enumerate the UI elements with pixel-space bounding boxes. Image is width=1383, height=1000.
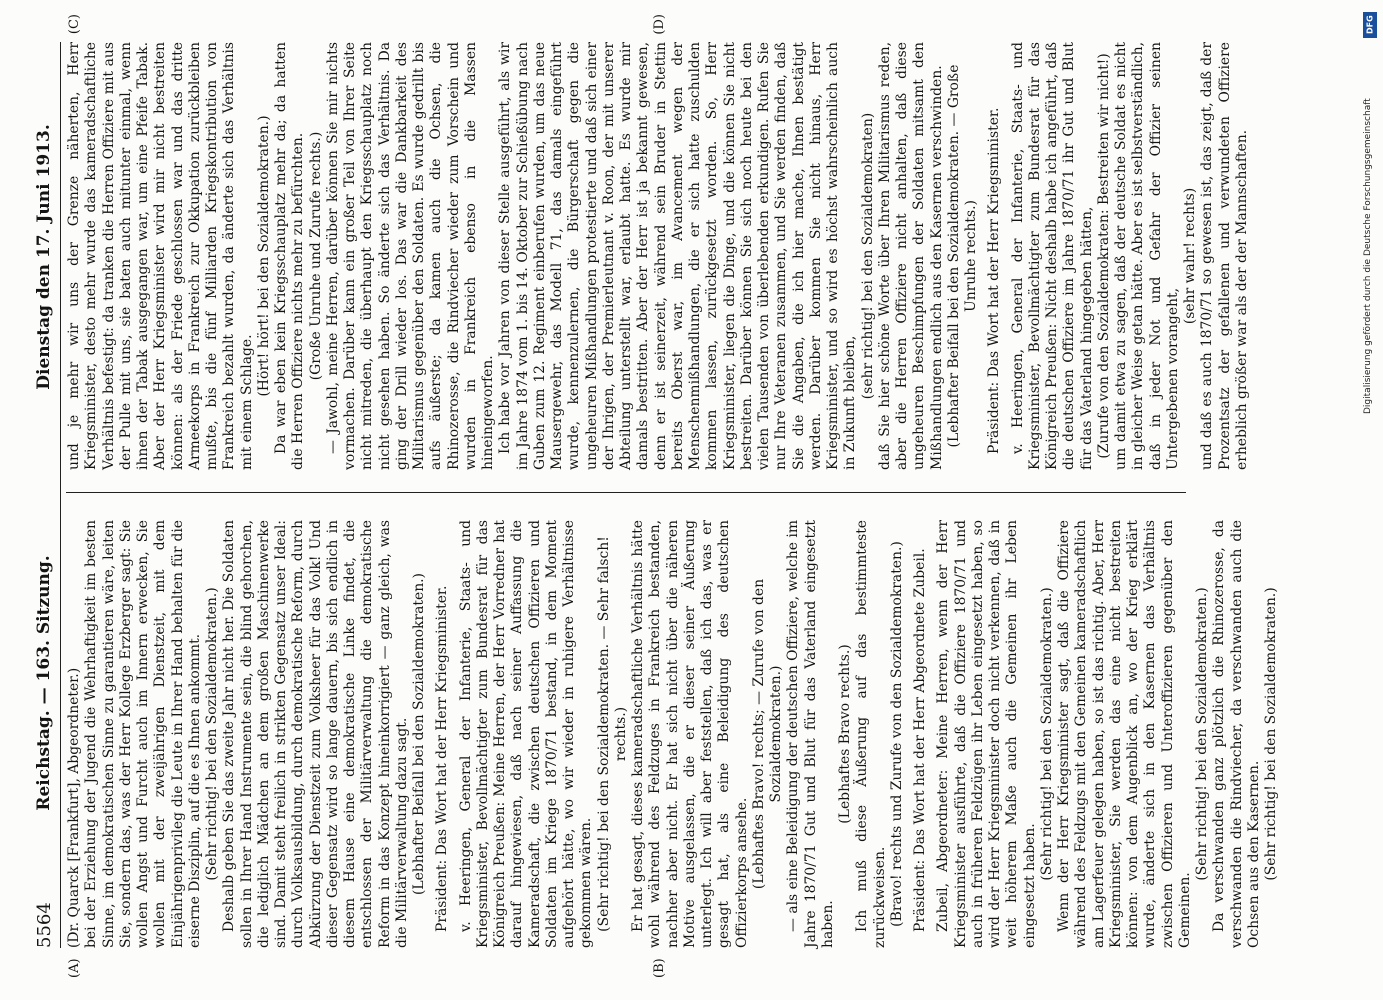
header-date: Dienstag den 17. Juni 1913. bbox=[34, 124, 54, 390]
margin-marker-d: (D) bbox=[652, 14, 667, 35]
paragraph: Er hat gesagt, dieses kameradschaftliche Verhältnis hätte wohl während des Feldzuges in Frankreich bestanden, nachher aber nicht. Er hat sich nicht über die näheren Motive ausgelassen, die er dieser seiner Äußerung unterlegt. Ich will aber feststellen, daß ich das, was er gesagt hat, als eine Beleidigung des deutschen Offizierkorps ansehe. bbox=[630, 520, 750, 948]
interjection: (Lebhafter Beifall bei den Sozialdemokraten. — Große Unruhe rechts.) bbox=[945, 64, 979, 448]
right-column bbox=[66, 42, 1306, 470]
funding-note: Digitalisierung gefördert durch die Deutsche Forschungsgemeinschaft bbox=[1363, 98, 1373, 414]
interjection: (Sehr richtig! bei den Sozialdemokraten.) bbox=[1038, 587, 1055, 881]
paragraph: Ich muß diese Äußerung auf das bestimmteste zurückweisen. bbox=[854, 520, 888, 948]
paragraph: und daß es auch 1870/71 so gewesen ist, das zeigt, daß der Prozentsatz der gefallenen und verwundeten Offiziere erheblich größer war als der der Mannschaften. bbox=[1199, 42, 1250, 470]
digitization-sidebar bbox=[1361, 8, 1379, 992]
interjection: (Hört! hört! bei den Sozialdemokraten.) bbox=[255, 115, 272, 397]
paragraph: Wenn der Herr Kriegsminister sagt, daß die Offiziere während des Feldzugs mit den Gemeinen kameradschaftlich am Lagerfeuer gelegen haben, so ist das richtig. Aber, Herr Kriegsminister, Sie werden das eine nicht bestreiten können: von dem Augenblick an, wo der Krieg erklärt wurde, änderte sich in den Kasernen das Verhältnis zwischen Offizieren und Unteroffizieren gegenüber den Gemeinen. bbox=[1056, 520, 1193, 948]
paragraph: Da war eben kein Kriegsschauplatz mehr da; da hatten die Herren Offiziere nichts mehr zu befürchten. bbox=[273, 42, 307, 470]
interjection: (sehr richtig! bei den Sozialdemokraten) bbox=[859, 112, 876, 400]
paragraph: Präsident: Das Wort hat der Herr Kriegsminister. bbox=[434, 585, 451, 932]
paragraph: v. Heeringen, General der Infanterie, Staats- und Kriegsminister, Bevollmächtigter zum Bundesrat für das Königreich Preußen: Meine Herren, der Herr Vorredner hat darauf hingewiesen, daß nach seiner Auffassung die Kameradschaft, die zwischen deutschen Offizieren und Soldaten im Kriege 1870/71 bestand, in dem Moment aufgehört hätte, wo wir wieder in ruhigere Verhältnisse gekommen wären. bbox=[457, 520, 595, 948]
paragraph: Präsident: Das Wort hat der Herr Kriegsminister. bbox=[986, 107, 1003, 454]
interjection: (sehr wahr! rechts) bbox=[1182, 187, 1198, 325]
paragraph: um damit etwa zu sagen, daß der deutsche Soldat es nicht in gleicher Weise getan hätte. Aber es ist selbstverständlich, daß in jeder Not und Gefahr der Offizier seinen Untergebenen vorangeht, bbox=[1113, 42, 1181, 470]
paragraph: bei der Erziehung der Jugend die Wehrhaftigkeit im besten Sinne, im demokratischen Sinne zu garantieren wäre, leiten Sie, sondern das, was der Herr Kollege Erzberger sagt: Sie wollen Angst und Furcht auch im Innern erwecken, Sie wollen mit der zweijährigen Dienstzeit, mit dem Einjährigenprivileg die Leute in Ihrer Hand behalten für die eiserne Disziplin, auf die es Ihnen ankommt. bbox=[83, 520, 203, 948]
paragraph: — als eine Beleidigung der deutschen Offiziere, welche im Jahre 1870/71 Gut und Blut für das Vaterland eingesetzt haben. bbox=[785, 520, 836, 948]
interjection: (Sehr richtig! bei den Sozialdemokraten.) bbox=[204, 587, 220, 881]
left-column bbox=[66, 520, 1306, 948]
paragraph: und je mehr wir uns der Grenze näherten, Herr Kriegsminister, desto mehr wurde das kameradschaftliche Verhältnis befestigt: da tranken die Herren Offiziere mit aus der Pulle mit uns, sie baten auch mitunter einmal, wenn ihnen der Tabak ausgegangen war, um eine Pfeife Tabak. Aber der Herr Kriegsminister wird mir nicht bestreiten können: als der Friede geschlossen war und das dritte Armeekorps in Frankreich zur Okkupation zurückbleiben mußte, bis die fünf Milliarden Kriegskontribution von Frankreich bezahlt wurden, da änderte sich das Verhältnis mit einem Schlage. bbox=[66, 42, 255, 470]
margin-marker-c: (C) bbox=[67, 14, 82, 35]
dfg-logo: DFG bbox=[1363, 12, 1377, 38]
paragraph: Zubeil, Abgeordneter: Meine Herren, wenn der Herr Kriegsminister ausführte, daß die Offiziere 1870/71 und auch in früheren Feldzügen ihr Leben eingesetzt haben, so wird der Herr Kriegsminister doch nicht verkennen, daß in weit höherem Maße auch die Gemeinen ihr Leben eingesetzt haben. bbox=[935, 520, 1038, 948]
margin-marker-a: (A) bbox=[67, 958, 82, 978]
paragraph: Ich habe vor Jahren von dieser Stelle ausgeführt, als wir im Jahre 1874 vom 1. bis 14. Oktober zur Schießübung nach Guben zum 12. Regiment einberufen wurden, um das neue Mausergewehr, das Modell 71, das damals eingeführt wurde, kennenzulernen, die Bürgerschaft gegen die ungeheuren Mißhandlungen protestierte und daß sich einer der Ihrigen, der Premierleutnant v. Roon, der mit unserer Abteilung unterstellt war, erlaubt hatte. Es wurde mir damals bestritten. Aber der Herr ist ja bekannt gewesen, denn er ist seinerzeit, während sein Bruder in Stettin bereits Oberst war, im Avancement wegen der Menschenmißhandlungen, die er sich hatte zuschulden kommen lassen, zurückgesetzt worden. So, Herr Kriegsminister, liegen die Dinge, und die können Sie nicht bestreiten. Darüber können Sie sich noch heute bei den vielen Tausenden von überlebenden erkundigen. Rufen Sie nur Ihre Veteranen zusammen, und Sie werden finden, daß Sie die Angaben, die ich hier mache, Ihnen bestätigt werden. Darüber kommen Sie nicht hinaus, Herr Kriegsminister, und so wird es höchst wahrscheinlich auch in Zukunft bleiben, bbox=[497, 42, 859, 470]
header-session-title: Reichstag. — 163. Sitzung. bbox=[34, 555, 54, 811]
paragraph: (Dr. Quarck [Frankfurt], Abgeordneter.) bbox=[66, 667, 82, 948]
column-divider bbox=[66, 492, 1186, 493]
interjection: (Lebhaftes Bravo rechts.) bbox=[837, 644, 853, 824]
interjection: (Bravo! rechts und Zurufe von den Sozialdemokraten.) bbox=[888, 541, 905, 927]
margin-marker-b: (B) bbox=[652, 958, 667, 978]
interjection: (Lebhaftes Bravo! rechts; — Zurufe von den Sozialdemokraten.) bbox=[750, 578, 784, 890]
interjection: (Sehr richtig! bei den Sozialdemokraten. — Sehr falsch! rechts.) bbox=[595, 536, 629, 932]
interjection: (Sehr richtig! bei den Sozialdemokraten.) bbox=[1194, 587, 1210, 881]
paragraph: v. Heeringen, General der Infanterie, Staats- und Kriegsminister, Bevollmächtigter zum Bundesrat für das Königreich Preußen: Nicht deshalb habe ich angeführt, daß die deutschen Offiziere im Jahre 1870/71 ihr Gut und Blut für das Vaterland hingegeben hätten, bbox=[1009, 42, 1095, 470]
paragraph: Präsident: Das Wort hat der Herr Abgeordnete Zubeil. bbox=[912, 548, 928, 932]
paragraph: Da verschwanden ganz plötzlich die Rhinozerosse, da verschwanden die Rindviecher, da verschwanden auch die Ochsen aus den Kasernen. bbox=[1211, 520, 1262, 948]
paragraph: daß Sie hier schöne Worte über Ihren Militarismus reden, aber die Herren Offiziere nicht anhalten, daß diese ungeheuren Beschimpfungen der Soldaten mitsamt den Mißhandlungen endlich aus den Kasernen verschwinden. bbox=[876, 42, 945, 470]
interjection: (Lebhafter Beifall bei den Sozialdemokraten.) bbox=[411, 573, 427, 895]
page-header bbox=[30, 42, 61, 948]
paragraph: Deshalb geben Sie das zweite Jahr nicht her. Die Soldaten sollen in Ihrer Hand Instrumente sein, die blind gehorchen, die lediglich Mädchen an dem großen Maschinenwerke sind. Damit steht freilich in strikten Gegensatz unser Ideal: durch Volksausbildung, durch demokratische Reform, durch Abkürzung der Dienstzeit zum Volksheer für das Volk! Und dieser Gegensatz wird so lange dauern, bis sich endlich in diesem Hause eine demokratische Linke findet, die entschlossen der Militärverwaltung die demokratische Reform in das Konzept hineinkorrigiert — ganz gleich, was die Militärverwaltung dazu sagt. bbox=[221, 520, 410, 948]
interjection: (Sehr richtig! bei den Sozialdemokraten.) bbox=[1263, 587, 1279, 881]
text-columns bbox=[66, 14, 1306, 978]
interjection: (Zurufe von den Sozialdemokraten: Bestreiten wir nicht!) bbox=[1095, 53, 1112, 459]
interjection: (Große Unruhe und Zurufe rechts.) bbox=[307, 131, 324, 381]
page-number: 5564 bbox=[34, 902, 55, 948]
paragraph: — Jawohl, meine Herren, darüber können Sie mir nichts vormachen. Darüber kann ein großer Teil von Ihrer Seite nicht mitreden, die überhaupt den Kriegsschauplatz noch nicht gesehen haben. So änderte sich das Verhältnis. Da ging der Drill wieder los. Das war die Dankbarkeit des Militarismus gegenüber den Soldaten. Es wurde gedrillt bis aufs äußerste; da kamen auch die Ochsen, die Rhinozerosse, die Rindviecher wieder zum Vorschein und wurden in Frankreich ebenso in die Massen hineingeworfen. bbox=[324, 42, 496, 470]
